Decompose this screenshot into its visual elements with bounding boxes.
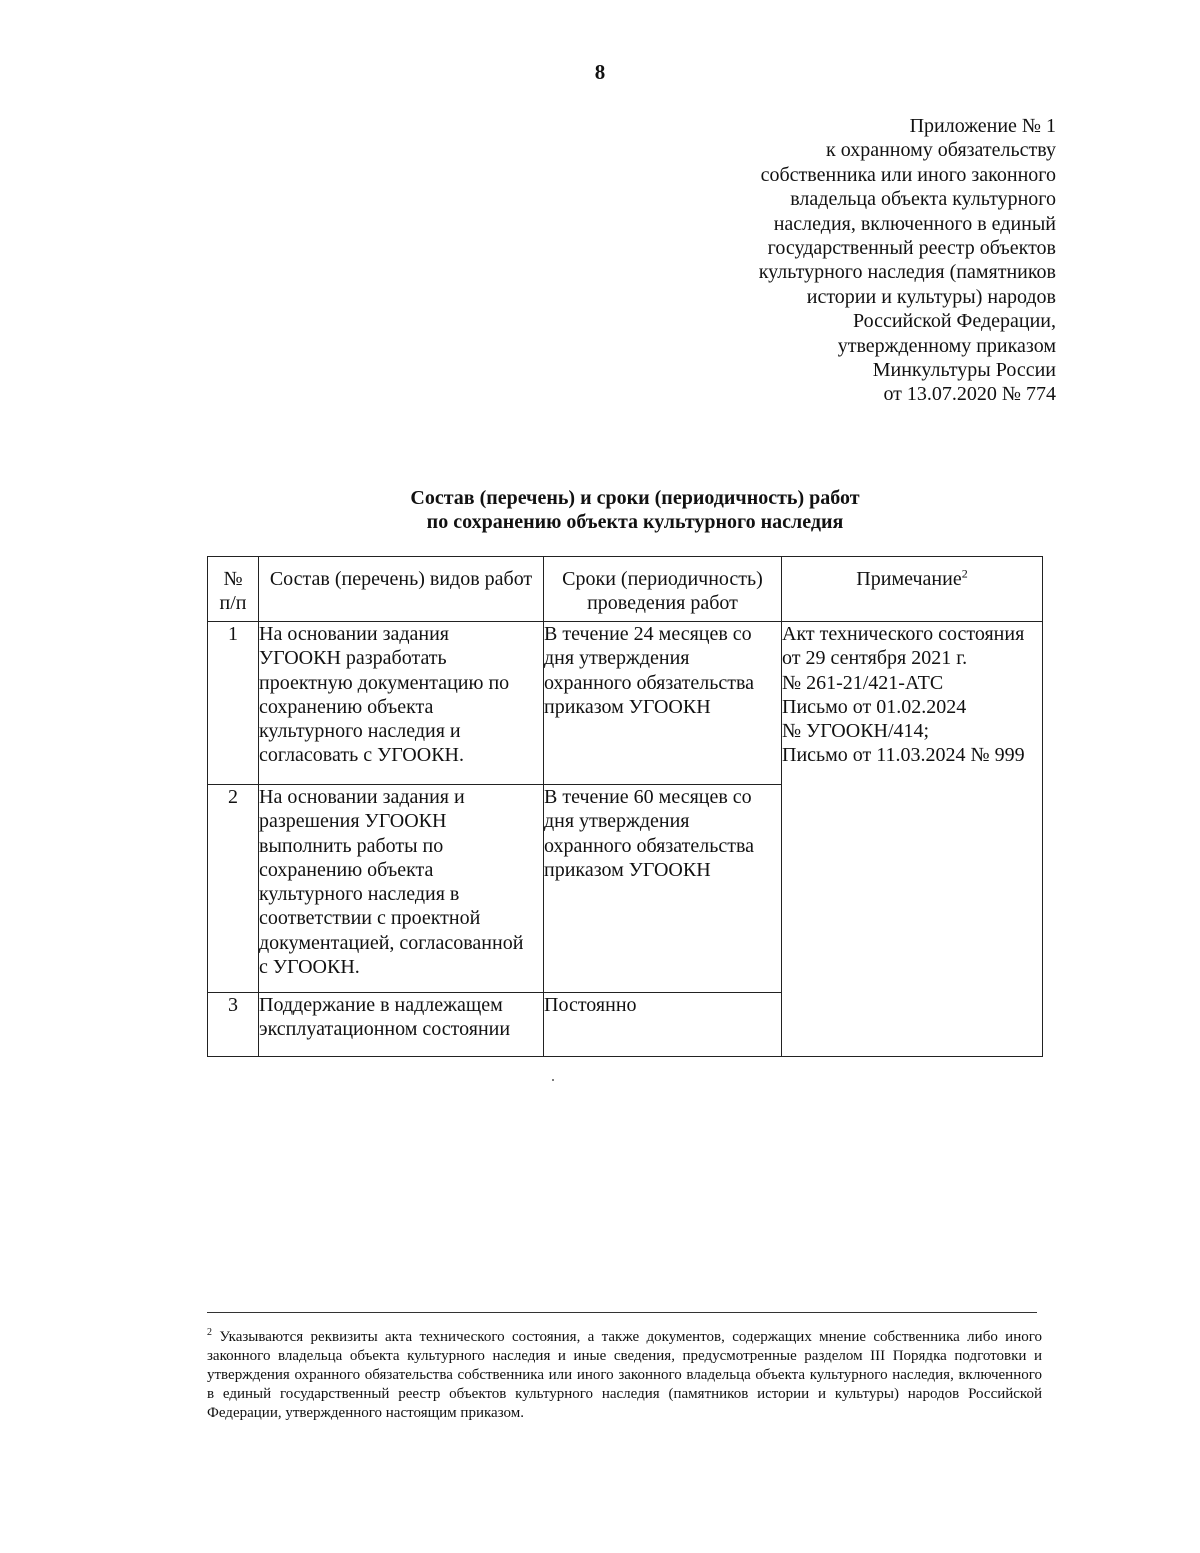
row-number: 3	[208, 993, 259, 1057]
header-note	[782, 557, 1043, 622]
row-number: 1	[208, 622, 259, 785]
cell-line: эксплуатационном состоянии	[259, 1018, 511, 1041]
cell-line: культурного наследия и	[259, 720, 461, 743]
cell-line: с УГООКН.	[259, 956, 360, 979]
header-works	[259, 557, 544, 622]
header-number	[208, 557, 259, 622]
cell-line: Письмо от 01.02.2024	[782, 695, 967, 718]
header-note-label: Примечание	[856, 568, 962, 590]
appendix-line: собственника или иного законного	[760, 163, 1056, 186]
cell-line: Постоянно	[544, 994, 637, 1016]
row-works	[259, 785, 544, 993]
cell-line: дня утверждения	[544, 810, 690, 833]
appendix-line: государственный реестр объектов	[767, 237, 1056, 260]
appendix-line: от 13.07.2020 № 774	[883, 383, 1056, 406]
header-number-line: п/п	[219, 592, 247, 615]
cell-line: приказом УГООКН	[544, 695, 711, 718]
row-term	[544, 622, 782, 785]
appendix-line: культурного наследия (памятников	[758, 261, 1056, 284]
row-term	[544, 993, 782, 1057]
appendix-line: Минкультуры России	[872, 359, 1056, 382]
appendix-line: утвержденному приказом	[837, 334, 1056, 357]
cell-line: документацией, согласованной	[259, 931, 524, 954]
cell-line: На основании задания	[259, 623, 449, 645]
table-header-row	[208, 557, 1043, 622]
document-title-line: Состав (перечень) и сроки (периодичность) работ	[410, 487, 860, 509]
header-works-label: Состав (перечень) видов работ	[269, 568, 533, 590]
footnote-reference: 2	[961, 566, 968, 581]
footnote-text: Указываются реквизиты акта технического состояния, а также документов, содержащих мнение собственника либо иного законного владельца объекта культурного наследия и иные сведения, предусмотренные разделом III Порядка подготовки и утверждения охранного обязательства собственника или иного законного владельца объекта культурного наследия, включенного в единый государственный реестр объектов культурного наследия (памятников истории и культуры) народов Российской Федерации, утвержденного настоящим приказом.	[207, 1329, 1042, 1421]
header-term-line: Сроки (периодичность)	[562, 568, 763, 590]
appendix-line: истории и культуры) народов	[806, 285, 1056, 308]
row-number: 2	[208, 785, 259, 993]
appendix-line: Приложение № 1	[909, 115, 1056, 137]
row-works	[259, 993, 544, 1057]
cell-line: Письмо от 11.03.2024 № 999	[782, 744, 1025, 767]
scan-speck	[552, 1079, 554, 1081]
cell-line: сохранению объекта	[259, 858, 434, 881]
cell-line: от 29 сентября 2021 г.	[782, 647, 968, 670]
cell-line: охранного обязательства	[544, 834, 755, 857]
cell-line: № УГООКН/414;	[782, 720, 930, 743]
works-table	[207, 556, 1043, 1057]
footnote-divider	[207, 1312, 1037, 1313]
cell-line: Поддержание в надлежащем	[259, 994, 503, 1016]
cell-line: разрешения УГООКН	[259, 810, 447, 833]
cell-line: приказом УГООКН	[544, 858, 711, 881]
appendix-line: Российской Федерации,	[852, 310, 1056, 333]
header-number-line: №	[223, 568, 243, 590]
cell-line: № 261-21/421-АТС	[782, 671, 944, 694]
appendix-heading	[676, 114, 1056, 407]
document-title-line: по сохранению объекта культурного наследия	[426, 511, 844, 533]
row-note	[782, 622, 1043, 1057]
cell-line: охранного обязательства	[544, 671, 755, 694]
table-row	[208, 622, 1043, 785]
document-title	[0, 486, 1200, 534]
page-number: 8	[594, 60, 606, 84]
cell-line: УГООКН разработать	[259, 647, 447, 670]
cell-line: В течение 60 месяцев со	[544, 786, 752, 808]
appendix-line: к охранному обязательству	[825, 139, 1056, 162]
cell-line: Акт технического состояния	[782, 623, 1025, 645]
row-term	[544, 785, 782, 993]
cell-line: На основании задания и	[259, 786, 465, 808]
footnote	[207, 1323, 1042, 1423]
header-term	[544, 557, 782, 622]
cell-line: согласовать с УГООКН.	[259, 744, 464, 767]
row-works	[259, 622, 544, 785]
footnote-mark: 2	[207, 1327, 212, 1338]
cell-line: выполнить работы по	[259, 834, 444, 857]
cell-line: проектную документацию по	[259, 671, 510, 694]
appendix-line: владельца объекта культурного	[790, 188, 1056, 211]
cell-line: культурного наследия в	[259, 883, 460, 906]
cell-line: сохранению объекта	[259, 695, 434, 718]
cell-line: В течение 24 месяцев со	[544, 623, 752, 645]
cell-line: соответствии с проектной	[259, 907, 481, 930]
cell-line: дня утверждения	[544, 647, 690, 670]
appendix-line: наследия, включенного в единый	[773, 212, 1056, 235]
header-term-line: проведения работ	[587, 592, 738, 615]
